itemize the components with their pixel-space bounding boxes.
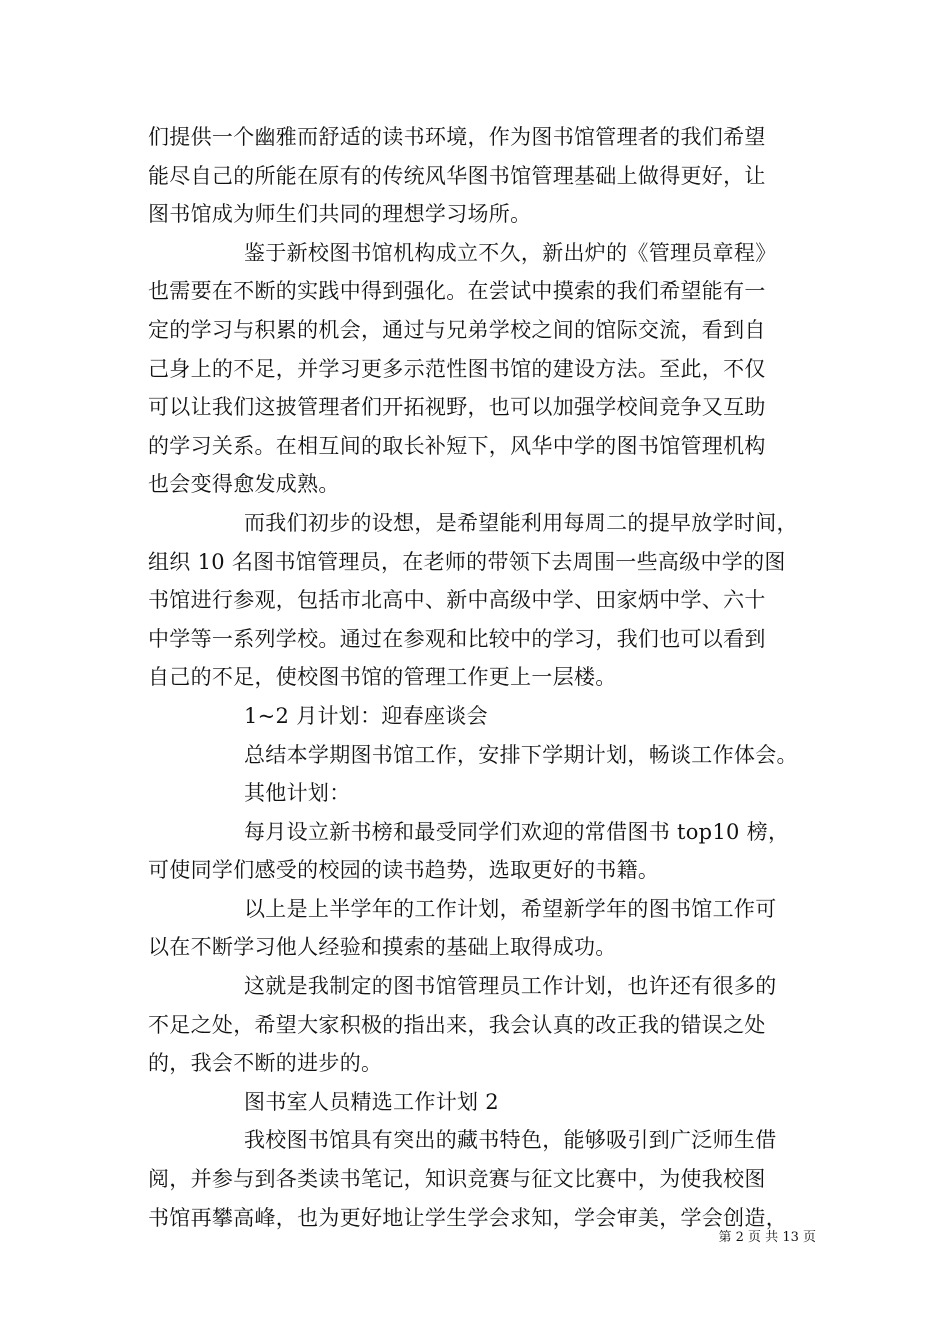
text-line: 可使同学们感受的校园的读书趋势，选取更好的书籍。	[148, 858, 660, 883]
text-line: 总结本学期图书馆工作，安排下学期计划，畅谈工作体会。	[244, 742, 798, 767]
text-line: 能尽自己的所能在原有的传统风华图书馆管理基础上做得更好，让	[148, 163, 766, 188]
text-line: 不足之处，希望大家积极的指出来，我会认真的改正我的错误之处	[148, 1012, 766, 1037]
text-line: 我校图书馆具有突出的藏书特色，能够吸引到广泛师生借	[244, 1128, 777, 1153]
text-line: 也会变得愈发成熟。	[148, 472, 340, 497]
section-heading: 1~2 月计划：迎春座谈会	[244, 703, 488, 728]
text-line: 中学等一系列学校。通过在参观和比较中的学习，我们也可以看到	[148, 626, 766, 651]
text-line: 图书馆成为师生们共同的理想学习场所。	[148, 202, 532, 227]
text-line: 而我们初步的设想，是希望能利用每周二的提早放学时间，	[244, 510, 798, 535]
section-heading: 图书室人员精选工作计划 2	[244, 1089, 499, 1114]
text-line: 阅，并参与到各类读书笔记，知识竞赛与征文比赛中，为使我校图	[148, 1167, 766, 1192]
page-number: 第 2 页 共 13 页	[718, 1230, 816, 1245]
text-line: 的，我会不断的进步的。	[148, 1051, 383, 1076]
text-line: 的学习关系。在相互间的取长补短下，风华中学的图书馆管理机构	[148, 433, 766, 458]
text-line: 定的学习与积累的机会，通过与兄弟学校之间的馆际交流，看到自	[148, 317, 766, 342]
text-line: 书馆进行参观，包括市北高中、新中高级中学、田家炳中学、六十	[148, 588, 766, 613]
text-line: 可以让我们这披管理者们开拓视野，也可以加强学校间竞争又互助	[148, 395, 766, 420]
text-line: 组织 10 名图书馆管理员，在老师的带领下去周围一些高级中学的图	[148, 549, 786, 574]
text-line: 书馆再攀高峰，也为更好地让学生学会求知，学会审美，学会创造，	[148, 1205, 787, 1230]
document-body	[148, 118, 818, 1237]
text-line: 也需要在不断的实践中得到强化。在尝试中摸索的我们希望能有一	[148, 279, 766, 304]
text-line: 鉴于新校图书馆机构成立不久，新出炉的《管理员章程》	[244, 240, 777, 265]
text-line: 以上是上半学年的工作计划，希望新学年的图书馆工作可	[244, 896, 777, 921]
text-line: 们提供一个幽雅而舒适的读书环境，作为图书馆管理者的我们希望	[148, 125, 766, 149]
text-line: 每月设立新书榜和最受同学们欢迎的常借图书 top10 榜，	[244, 819, 790, 844]
text-line: 这就是我制定的图书馆管理员工作计划，也许还有很多的	[244, 974, 777, 999]
text-line: 以在不断学习他人经验和摸索的基础上取得成功。	[148, 935, 617, 960]
text-line: 己身上的不足，并学习更多示范性图书馆的建设方法。至此，不仅	[148, 356, 766, 381]
text-line: 自己的不足，使校图书馆的管理工作更上一层楼。	[148, 665, 617, 690]
section-heading: 其他计划：	[244, 781, 351, 806]
